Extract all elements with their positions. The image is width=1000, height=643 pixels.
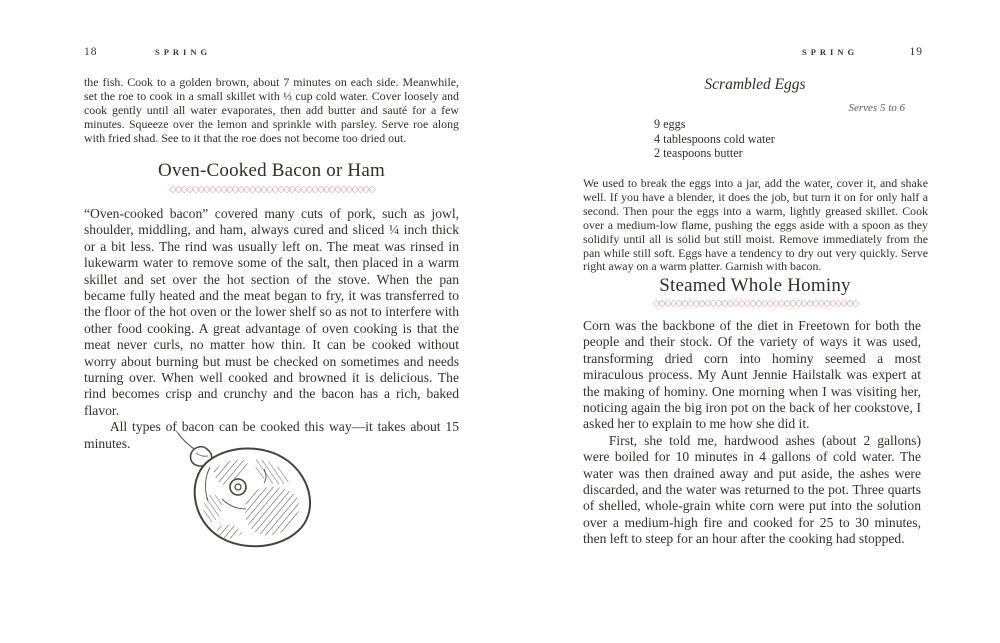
hominy-recipe-body — [583, 318, 921, 548]
hominy-paragraph-1: Corn was the backbone of the diet in Freetown for both the people and their stock. Of the variety of ways it was used, transforming dried corn into hominy seemed a most miraculous process. My Aunt Jennie Hailstalk was expert at the making of hominy. One morning when I was visiting her, noticing again the big iron pot on the back of her cookstove, I asked her to explain to me how she did it. — [583, 318, 921, 432]
ingredient-list — [654, 117, 775, 161]
left-running-head-label: SPRING — [155, 47, 212, 57]
recipe-title-oven-cooked-bacon: Oven-Cooked Bacon or Ham — [158, 160, 385, 181]
ham-illustration — [152, 429, 328, 553]
hanging-ham-icon — [152, 429, 328, 553]
bacon-paragraph-2: All types of bacon can be cooked this way—it takes about 15 minutes. — [84, 419, 459, 451]
recipe-title-steamed-whole-hominy: Steamed Whole Hominy — [659, 275, 851, 296]
right-folio: 19 — [909, 46, 923, 58]
ingredient-butter: 2 teaspoons butter — [654, 146, 743, 161]
scrambled-eggs-instructions: We used to break the eggs into a jar, add the water, cover it, and shake well. If you have a blender, it does the job, but turn it on for only half a second. Then pour the eggs into a warm, lightly greased skillet. Cook over a medium-low flame, pushing the eggs aside with a spoon as they solidify until all is solid but still moist. Remove immediately from the pan while still soft. Eggs have a tendency to dry out very quickly. Serve right away on a warm platter. Garnish with bacon. — [583, 176, 928, 274]
right-running-head-label: SPRING — [802, 47, 859, 57]
serves-note: Serves 5 to 6 — [848, 102, 905, 114]
shad-roe-continuation-paragraph: the fish. Cook to a golden brown, about 7 minutes on each side. Meanwhile, set the roe to cook in a small skillet with ⅓ cup cold water. Cover loosely and cook gently until all water evaporates, then add butter and sauté for a few minutes. Squeeze over the lemon and sprinkle with parsley. Serve roe along with fried shad. See to it that the roe does not become too dried out. — [84, 75, 459, 145]
bacon-recipe-body — [84, 206, 459, 452]
page-right — [583, 46, 927, 606]
bacon-paragraph-1: “Oven-cooked bacon” covered many cuts of pork, such as jowl, shoulder, middling, and ham, always cured and sliced ¼ inch thick or a bit less. The rind was usually left on. The meat was rinsed in lukewarm water to remove some of the salt, then placed in a warm skillet and set over the hot section of the stove. When the pan became fully heated and the meat began to fry, it was transferred to the floor of the hot oven or the lower shelf so as not to interfere with other food cooking. A great advantage of oven cooking is that the meat never curls, no matter how thin. It can be cooked without worry about burning but must be checked on sometimes and needs turning over. When well cooked and browned it is delicious. The rind becomes crisp and crunchy and the bacon has a rich, baked flavor. — [84, 206, 459, 418]
ingredient-eggs: 9 eggs — [654, 117, 686, 131]
page-left — [84, 46, 459, 606]
diamond-chain-ornament: ◇◇◇◇◇◇◇◇◇◇◇◇◇◇◇◇◇◇◇◇◇◇◇◇◇◇◇◇◇◇◇◇◇◇◇◇ — [169, 185, 374, 195]
right-running-head — [583, 46, 927, 60]
recipe-title-scrambled-eggs: Scrambled Eggs — [704, 76, 806, 93]
left-running-head — [84, 46, 459, 60]
ingredient-cold-water: 4 tablespoons cold water — [654, 131, 775, 146]
left-folio: 18 — [84, 46, 98, 58]
diamond-chain-ornament: ◇◇◇◇◇◇◇◇◇◇◇◇◇◇◇◇◇◇◇◇◇◇◇◇◇◇◇◇◇◇◇◇◇◇◇◇ — [652, 299, 858, 309]
hominy-paragraph-2: First, she told me, hardwood ashes (about 2 gallons) were boiled for 10 minutes in 4 gallons of cold water. The water was then drained away and put aside, the ashes were discarded, and the water was returned to the pot. Three quarts of shelled, whole-grain white corn were put into the solution over a medium-high fire and cooked for 25 to 30 minutes, then left to steep for an hour after the cooking had stopped. — [583, 432, 921, 547]
